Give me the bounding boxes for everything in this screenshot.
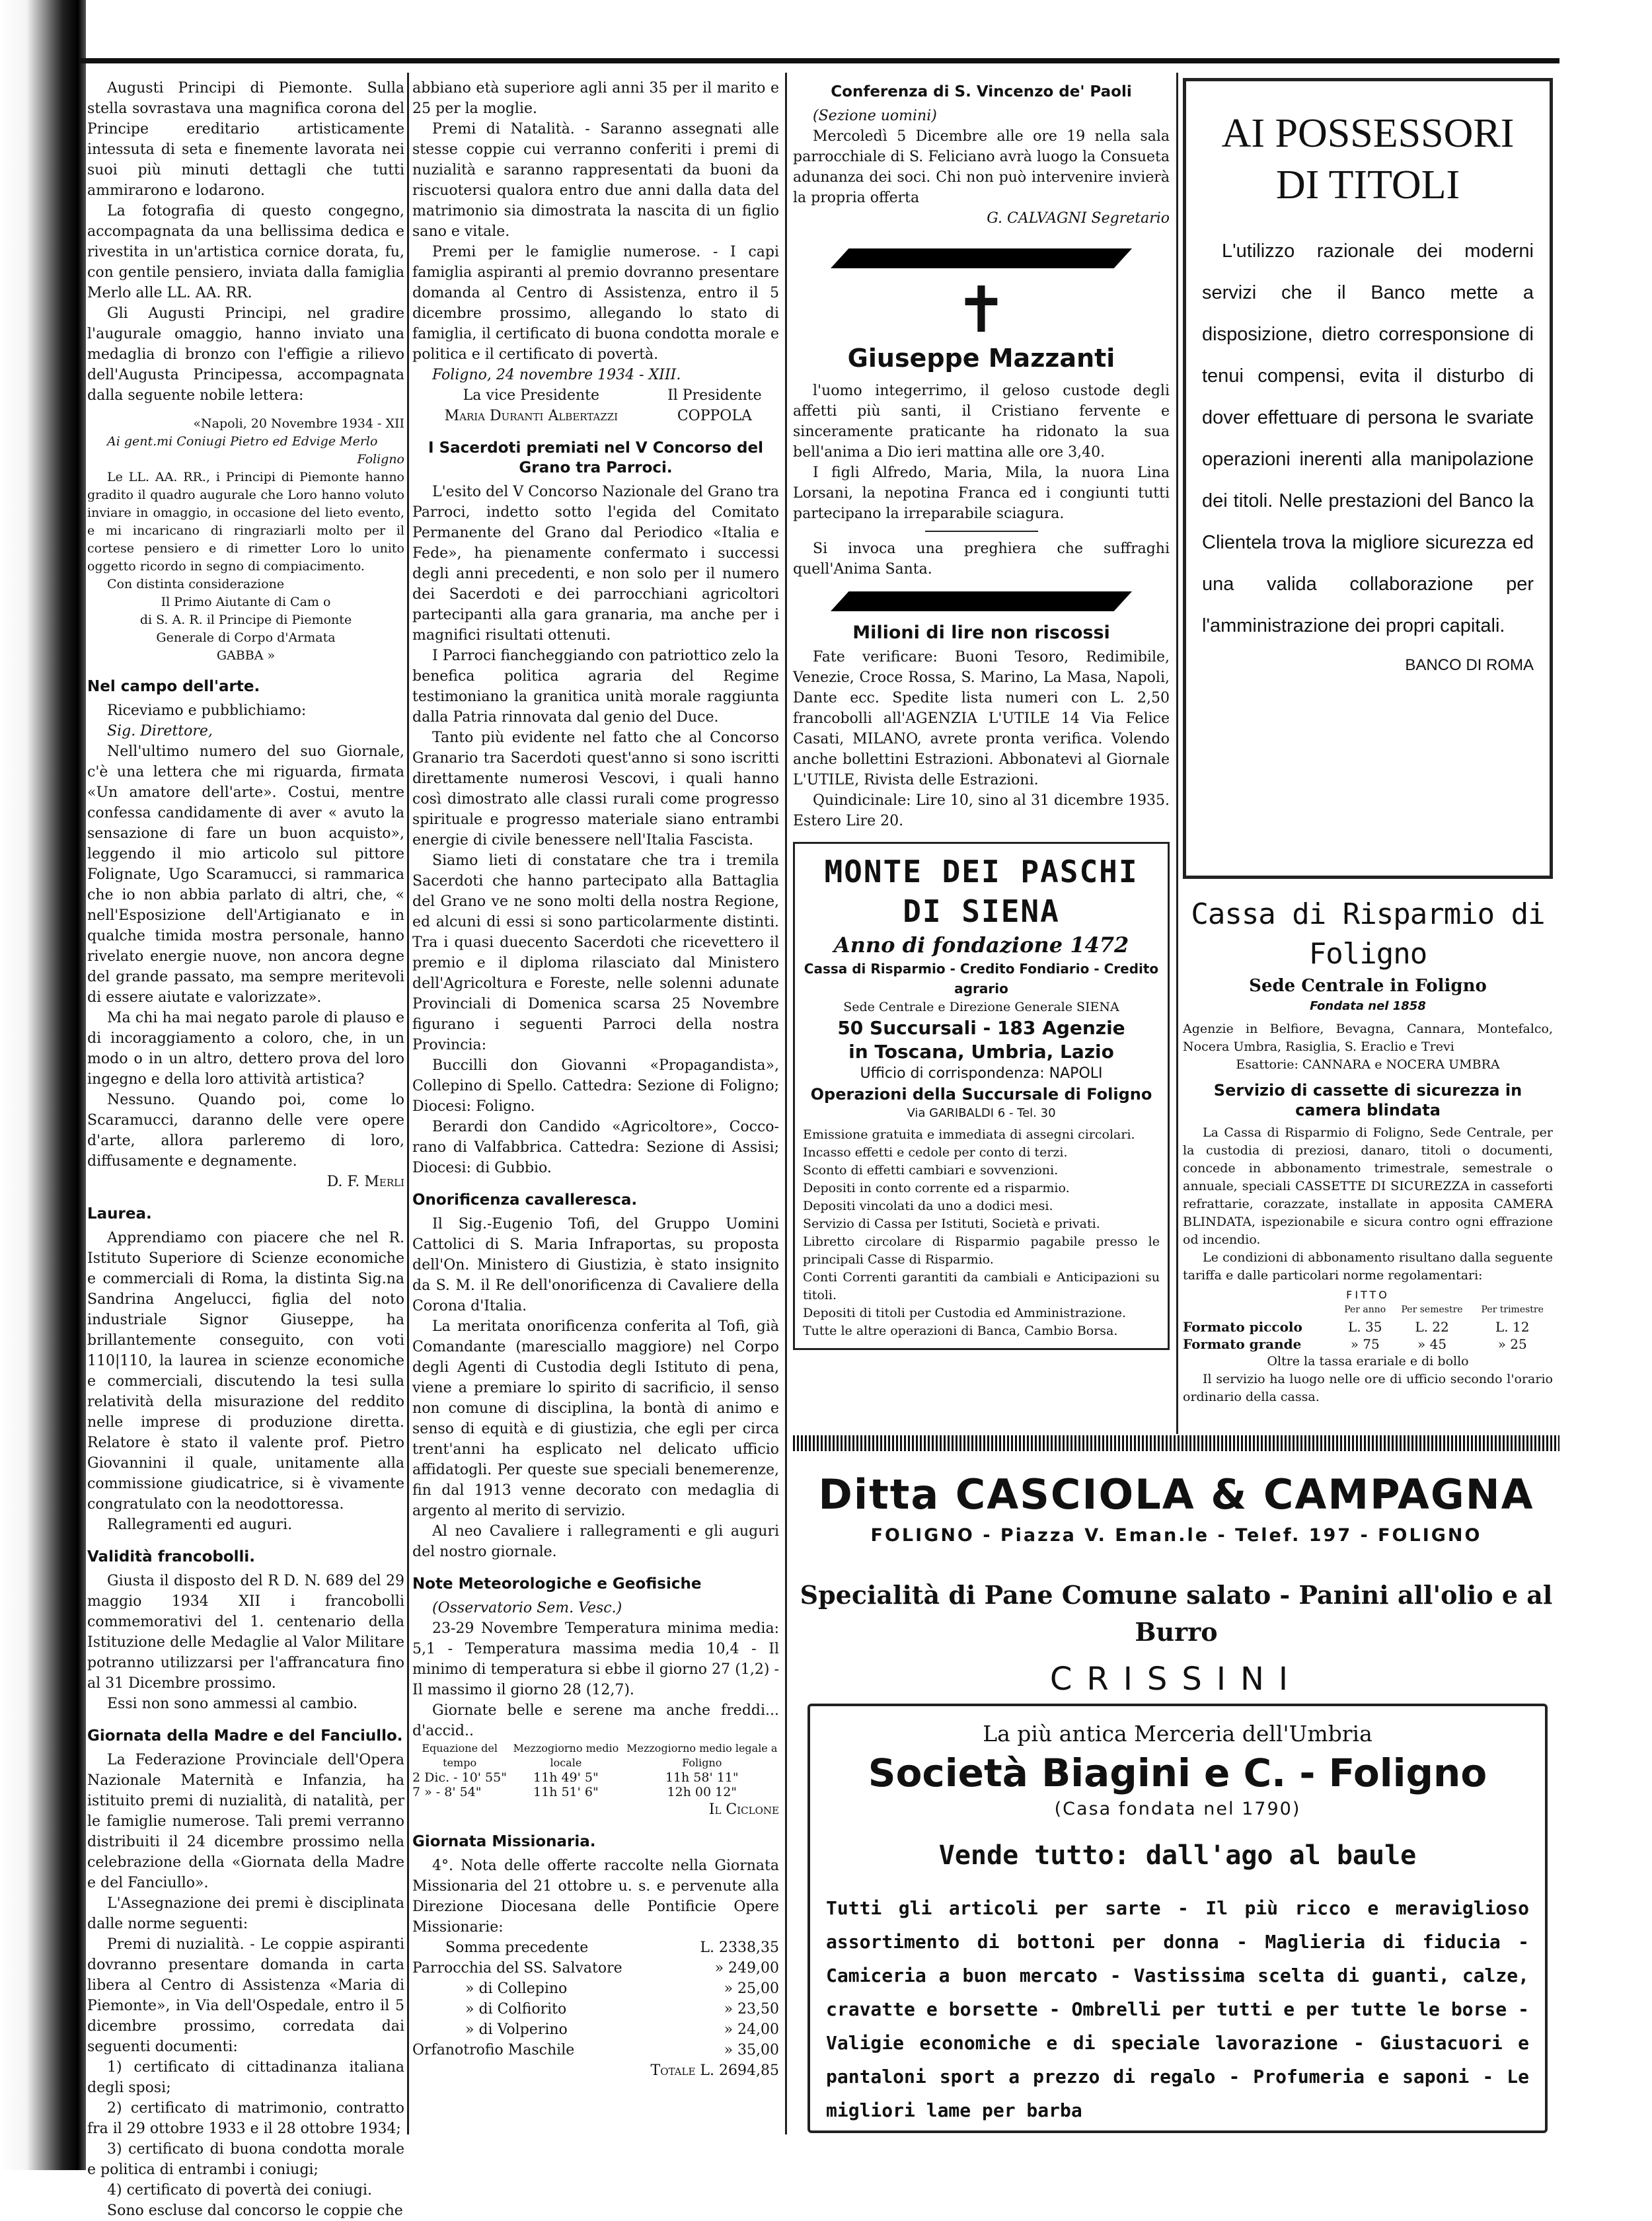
column-1 [87, 78, 404, 2219]
fitto-table [1183, 1301, 1553, 1353]
mourning-band [831, 591, 1132, 611]
heading-madre-fanciullo: Giornata della Madre e del Fanciullo. [87, 1727, 403, 1745]
heading-milioni: Milioni di lire non riscossi [852, 622, 1110, 643]
paragraph: abbiano età superiore agli anni 35 per il marito e 25 per la moglie. [412, 80, 779, 117]
signature: Il Ciclone [708, 1801, 779, 1818]
paragraph: Giusta il disposto del R D. N. 689 del 29 maggio 1934 XII i francobolli commemorativi del 1. centenario della Istituzione delle Medaglie al Valor Militare potranno utilizzarsi per l'affrancatura fino al 31 Dicembre prossimo. [87, 1573, 404, 1692]
paragraph: Nell'ultimo numero del suo Giornale, c'è una lettera che mi riguarda, firmata «Un amatore dell'arte». Costui, mentre confessa candidamente di aver « avuto la sensazione di fare un buon acquisto», leggendo il mio articolo sul pittore Folignate, Ugo Scaramucci, si rammarica che io non abbia parlato di altri, che, « nell'Esposizione dell'Artigianato e in qualche timida mostra personale, hanno rivelato energie nuove, non ancora degne del grande passato, ma sempre meritevoli di essere aiutate e valorizzate». [87, 743, 404, 1006]
list-item: Sconto di effetti cambiari e sovvenzioni. [803, 1163, 1059, 1178]
ad-title: DI TITOLI [1275, 163, 1460, 207]
list-item: Depositi vincolati da uno a dodici mesi. [803, 1199, 1053, 1213]
letter-signature: Generale di Corpo d'Armata [156, 630, 336, 645]
letter-date: «Napoli, 20 Novembre 1934 - XII [193, 416, 404, 431]
monte-paschi-ad [793, 842, 1170, 1350]
heading-meteo: Note Meteorologiche e Geofisiche [412, 1575, 702, 1593]
paragraph: 4°. Nota delle offerte raccolte nella Giornata Missionaria del 21 ottobre u. s. e pervenute alla Direzione Diocesana delle Pontificie Opere Missionarie: [412, 1858, 779, 1936]
signatures-table [412, 385, 779, 426]
table-row: Formato piccolo L. 35 L. 22 L. 12 [1183, 1319, 1530, 1335]
paragraph: Il Sig.-Eugenio Tofi, del Gruppo Uomini Cattolici di S. Maria Infraportas, su proposta dell'On. Ministero di Giustizia, è stato insignito da S. M. il Re dell'onorificenza di Cavaliere della Corona d'Italia. [412, 1216, 779, 1314]
column-rule [785, 73, 787, 2134]
letter-city: Foligno [357, 452, 404, 467]
list-item: Servizio di Cassa per Istituti, Società e privati. [803, 1217, 1100, 1231]
table-header: Equazione del tempo [422, 1742, 498, 1769]
paragraph: Le condizioni di abbonamento risultano dalla seguente tariffa e dalle particolari norme regolamentari: [1183, 1250, 1553, 1283]
signature-role: Il Presidente [667, 387, 762, 404]
subheading: (Sezione uomini) [813, 108, 937, 124]
page-binding-shadow [0, 0, 86, 2170]
list-item: Emissione gratuita e immediata di assegni circolari. [803, 1127, 1135, 1142]
paragraph: Premi per le famiglie numerose. - I capi famiglia aspiranti al premio dovranno presentare domanda al Centro di Assistenza, entro il 5 dicembre prossimo, allegando lo stato di famiglia, il certificato di buona condotta morale e politica e il certificato di povertà. [412, 244, 779, 363]
paragraph: Giornate belle e serene ma anche freddi... d'accid.. [412, 1702, 779, 1739]
paragraph: Si invoca una preghiera che suffraghi quell'Anima Santa. [793, 541, 1170, 578]
casciola-address: FOLIGNO - Piazza V. Eman.le - Telef. 197 - FOLIGNO [870, 1525, 1482, 1546]
paragraph: Siamo lieti di constatare che tra i tremila Sacerdoti che hanno partecipato alla Battaglia del Grano ve ne sono molti della nostra Regione, ed alcuni di essi si sono particolarmente distinti. Tra i quasi duecento Sacerdoti che ricevettero il premio e il diploma rilasciato dal Ministero dell'Agricoltura e Foreste, nelle solenni adunate Provinciali di Domenica scarsa 25 Novembre figurano i seguenti Parroci della nostra Provincia: [412, 852, 779, 1053]
divider [925, 531, 1038, 532]
paragraph: Rallegramenti ed auguri. [107, 1517, 293, 1533]
subheading: (Osservatorio Sem. Vesc.) [432, 1600, 622, 1616]
paragraph: Fate verificare: Buoni Tesoro, Redimibile, Venezie, Croce Rossa, S. Marino, La Masa, Napoli, Dante ecc. Spedite lista numeri con L. 2,50 francobolli all'AGENZIA L'UTILE 14 Via Felice Casati, MILANO, avrete pronta verifica. Volendo anche bollettini Estrazioni. Abbonatevi al Giornale L'UTILE, Rivista delle Estrazioni. [793, 649, 1170, 788]
paragraph: La meritata onorificenza conferita al Tofi, già Comandante (maresciallo maggiore) nel Corpo degli Agenti di Custodia degli Istituto di pena, viene a premiare lo spirito di sacrificio, il senso non comune di disciplina, la bontà di animo e senso di equità e di giustizia, che egli per circa trent'anni ha esplicato nel delicato ufficio affidatogli. Per queste sue speciali benemerenze, fin dal 1913 venne decorato con medaglia di argento al merito di servizio. [412, 1318, 779, 1519]
ad-title: AI POSSESSORI [1221, 111, 1515, 156]
bank-regions: in Toscana, Umbria, Lazio [848, 1041, 1114, 1063]
table-row: Formato grande » 75 » 45 » 25 [1183, 1336, 1527, 1352]
table-row: » di Colfiorito » 23,50 [465, 2001, 779, 2017]
letter-recipient: Ai gent.mi Coniugi Pietro ed Edvige Merlo [107, 434, 378, 449]
biagini-body: Tutti gli articoli per sarte - Il più ricco e meraviglioso assortimento di bottoni per donna - Maglieria di fiducia - Camiceria a buon mercato - Vastissima scelta di guanti, calze, cravatte e borsette - Ombrelli per tutti e per tutte le borse - Valigie economiche e di speciale lavorazione - Giustacuori e pantaloni sport a prezzo di regalo - Profumeria e saponi - Le migliori lame per barba [826, 1897, 1529, 2121]
top-rule [79, 58, 1559, 63]
heading-sacerdoti: I Sacerdoti premiati nel V Concorso del Grano tra Parroci. [428, 439, 763, 476]
list-item: 1) certificato di cittadinanza italiana degli sposi; [87, 2059, 404, 2096]
signature-role: La vice Presidente [463, 387, 599, 404]
bank-branches: 50 Succursali - 183 Agenzie [837, 1017, 1125, 1039]
meteo-table [412, 1741, 779, 1799]
paragraph: I figli Alfredo, Maria, Mila, la nuora Lina Lorsani, la nepotina Franca ed i congiunti tutti partecipano la irreparabile sciagura. [793, 465, 1170, 522]
table-header: Per trimestre [1481, 1304, 1544, 1315]
biagini-founded: (Casa fondata nel 1790) [1054, 1799, 1301, 1819]
paragraph: La Cassa di Risparmio di Foligno, Sede Centrale, per la custodia di preziosi, danaro, titoli o documenti, concede in abbonamento trimestrale, semestrale o annuale, speciali CASSETTE DI SICUREZZA in casseforti refrattarie, corazzate, installate in apposita CAMERA BLINDATA, ispezionabile e sicura contro ogni effrazione od incendio. [1183, 1125, 1553, 1247]
paragraph: Buccilli don Giovanni «Propagandista», Collepino di Spello. Cattedra: Sezione di Foligno; Diocesi: Foligno. [412, 1057, 779, 1115]
table-cell: 12h 00 12" [667, 1785, 737, 1799]
paragraph: Berardi don Candido «Agricoltore», Cocco-rano di Valfabbrica. Cattedra: Sezione di Assisi; Diocesi: di Gubbio. [412, 1119, 779, 1176]
letter-signature: di S. A. R. il Principe di Piemonte [139, 613, 352, 627]
paragraph: La Federazione Provinciale dell'Opera Nazionale Maternità e Infanzia, ha istituito premi di nuzialità, di natalità, per le famiglie numerose. Tali premi verranno distribuiti il 24 dicembre prossimo nella celebrazione della «Giornata della Madre e del Fanciullo». [87, 1752, 404, 1891]
column-3 [793, 78, 1170, 1426]
casciola-specialty: Specialità di Pane Comune salato - Panini all'olio e al Burro [800, 1580, 1553, 1647]
table-row: Somma precedente L. 2338,35 [445, 1939, 779, 1956]
list-item: 4) certificato di povertà dei coniugi. [107, 2182, 373, 2199]
list-item: Libretto circolare di Risparmio pagabile presso le principali Casse di Risparmio. [803, 1234, 1160, 1267]
paragraph: Apprendiamo con piacere che nel R. Istituto Superiore di Scienze economiche e commerciali di Roma, la distinta Sig.na Sandrina Angelucci, figlia del noto industriale Signor Giuseppe, ha brillantemente conseguito, con voti 110|110, la laurea in scienze economiche e commerciali, discutendo la tesi sulla relatività della misurazione del reddito nelle imprese di produzione diretta. Relatore è stato il valente prof. Pietro Giovannini il quale, unitamente alla commissione giudicatrice, si è vivamente congratulato con la neodottoressa. [87, 1230, 404, 1513]
table-header: Per anno [1344, 1304, 1386, 1315]
table-header: Mezzogiorno medio locale [513, 1742, 619, 1769]
heading-francobolli: Validità francobolli. [87, 1548, 256, 1565]
heading-missionaria: Giornata Missionaria. [412, 1833, 596, 1850]
cassa-founded: Fondata nel 1858 [1310, 999, 1426, 1013]
paragraph: Gli Augusti Principi, nel gradire l'augurale omaggio, hanno inviato una medaglia di bronzo con l'effigie a rilievo dell'Augusta Principessa, accompagnata dalla seguente nobile lettera: [87, 305, 404, 404]
ad-signature: BANCO DI ROMA [1405, 656, 1534, 674]
obituary-name: Giuseppe Mazzanti [847, 344, 1115, 373]
hatch-rule [793, 1435, 1559, 1451]
cassa-esattorie: Esattorie: CANNARA e NOCERA UMBRA [1236, 1057, 1500, 1072]
heading-cassette: Servizio di cassette di sicurezza in camera blindata [1213, 1081, 1522, 1119]
paragraph: Mercoledì 5 Dicembre alle ore 19 nella sala parrocchiale di S. Feliciano avrà luogo la Consueta adunanza dei soci. Chi non può intervenire invierà la propria offerta [793, 128, 1170, 206]
table-cell: 11h 51' 6" [533, 1785, 599, 1799]
offerings-table [412, 1938, 779, 2060]
letter-body: Le LL. AA. RR., i Principi di Piemonte hanno gradito il quadro augurale che Loro hanno voluto inviare in omaggio, in occasione del lieto evento, e mi incaricano di ringraziarli molto per il cortese pensiero e di rimetter Loro lo unito oggetto ricordo in segno di compiacimento. [87, 470, 404, 574]
bank-office: Ufficio di corrispondenza: NAPOLI [860, 1065, 1103, 1082]
cross-icon: ✝ [954, 273, 1008, 347]
bank-ops-title: Operazioni della Succursale di Foligno [810, 1085, 1152, 1104]
paragraph: Sono escluse dal concorso le coppie che [107, 2202, 403, 2219]
paragraph: Nessuno. Quando poi, come lo Scaramucci, daranno delle vere opere d'arte, allora parleremo di loro, diffusamente e degnamente. [87, 1092, 404, 1170]
casciola-name: Ditta CASCIOLA & CAMPAGNA [818, 1470, 1534, 1519]
table-row: Orfanotrofio Maschile » 35,00 [412, 2042, 779, 2058]
bank-title: MONTE DEI PASCHI DI SIENA [824, 854, 1139, 929]
paragraph: Al neo Cavaliere i rallegramenti e gli auguri del nostro giornale. [412, 1523, 779, 1560]
list-item: Tutte le altre operazioni di Banca, Cambio Borsa. [803, 1324, 1118, 1338]
bank-hq: Sede Centrale e Direzione Generale SIENA [843, 1000, 1119, 1014]
paragraph: La fotografia di questo congegno, accompagnata da una bellissima dedica e rivestita in un'artistica cornice dorata, fu, con gentile pensiero, inviata dalla famiglia Merlo alle LL. AA. RR. [87, 203, 404, 301]
heading-arte: Nel campo dell'arte. [87, 678, 260, 695]
signature: D. F. Merli [326, 1174, 404, 1190]
paragraph: Oltre la tassa erariale e di bollo [1267, 1354, 1469, 1369]
paragraph: Il servizio ha luogo nelle ore di ufficio secondo l'orario ordinario della cassa. [1183, 1372, 1553, 1404]
table-cell: 11h 49' 5" [533, 1770, 599, 1785]
table-header: Per semestre [1401, 1304, 1463, 1315]
heading-onorificenza: Onorificenza cavalleresca. [412, 1191, 638, 1209]
heading-laurea: Laurea. [87, 1205, 152, 1223]
signature-name: COPPOLA [677, 408, 752, 424]
biagini-name: Società Biagini e C. - Foligno [868, 1750, 1487, 1795]
paragraph: Tanto più evidente nel fatto che al Concorso Granario tra Sacerdoti quest'anno si sono iscritti direttamente numerosi Vescovi, i quali hanno così dimostrato alle classi rurali come progresso spirituale e progresso materiale siano entrambi energie di civile benessere nell'Italia Fascista. [412, 730, 779, 848]
column-rule [407, 73, 409, 2134]
cassa-sede: Sede Centrale in Foligno [1249, 976, 1487, 996]
letter-signature: GABBA » [216, 648, 276, 663]
column-4 [1183, 78, 1553, 1426]
mourning-band [831, 248, 1132, 268]
offerings-total: Totale L. 2694,85 [650, 2062, 779, 2079]
paragraph: Premi di Natalità. - Saranno assegnati alle stesse coppie cui verranno conferiti i premi di nuzialità e saranno rappresentati da buoni da riscuotersi qualora entro due anni dalla data del matrimonio sia dimostrata la nascita di un figlio sano e vitale. [412, 121, 779, 240]
column-rule [1176, 73, 1178, 1434]
paragraph: Riceviamo e pubblichiamo: [107, 702, 307, 719]
list-item: 2) certificato di matrimonio, contratto fra il 29 ottobre 1933 e il 28 ottobre 1934; [87, 2100, 404, 2137]
paragraph: I Parroci fiancheggiando con patriottico zelo la benefica politica agraria del Regime testimoniano la granitica unità morale raggiunta dalla Patria rinnovata dal genio del Duce. [412, 648, 779, 726]
salutation: Sig. Direttore, [107, 723, 213, 739]
list-item: Depositi di titoli per Custodia ed Amministrazione. [803, 1306, 1127, 1320]
list-item: 3) certificato di buona condotta morale e politica di entrambi i coniugi; [87, 2141, 404, 2178]
bank-address: Via GARIBALDI 6 - Tel. 30 [907, 1106, 1056, 1120]
table-row: Parrocchia del SS. Salvatore » 249,00 [412, 1960, 779, 1976]
cassa-agencies: Agenzie in Belfiore, Bevagna, Cannara, Montefalco, Nocera Umbra, Rasiglia, S. Eraclio e Trevi [1183, 1022, 1553, 1054]
list-item: Incasso effetti e cedole per conto di terzi. [803, 1145, 1068, 1160]
cassa-title: Cassa di Risparmio di Foligno [1191, 897, 1545, 971]
bank-founded: Anno di fondazione 1472 [833, 932, 1129, 958]
paragraph: L'esito del V Concorso Nazionale del Grano tra Parroci, indetto sotto l'egida del Comitato Permanente del Grano dal Periodico «Italia e Fede», ha pienamente confermato i successi degli anni precedenti, e non solo per il numero dei Sacerdoti e dei parrocchiani agricoltori partecipanti alla gara granaria, ma anche per i magnifici risultati ottenuti. [412, 484, 779, 644]
paragraph: Essi non sono ammessi al cambio. [107, 1696, 358, 1712]
paragraph: Premi di nuzialità. - Le coppie aspiranti dovranno presentare domanda in carta libera al Centro di Assistenza «Maria di Piemonte», in Via dell'Ospedale, entro il 5 dicembre prossimo, corredata dai seguenti documenti: [87, 1936, 404, 2055]
letter-signature: Il Primo Aiutante di Cam o [161, 595, 331, 609]
paragraph: Quindicinale: Lire 10, sino al 31 dicembre 1935. Estero Lire 20. [793, 792, 1170, 829]
table-row: » di Collepino » 25,00 [465, 1980, 779, 1997]
signature: G. CALVAGNI Segretario [987, 210, 1170, 227]
banco-roma-ad [1183, 78, 1553, 879]
biagini-ad [807, 1704, 1548, 2133]
list-item: Conti Correnti garantiti da cambiali e Anticipazioni su titoli. [803, 1270, 1160, 1302]
biagini-slogan: Vende tutto: dall'ago al baule [938, 1840, 1417, 1871]
table-cell: 7 » - 8' 54" [412, 1785, 482, 1799]
biagini-tagline: La più antica Merceria dell'Umbria [983, 1721, 1372, 1747]
paragraph: Ma chi ha mai negato parole di plauso e di incoraggiamento a coloro, che, in un modo o in un altro, dettero prova del loro ingegno e della loro attività artistica? [87, 1010, 404, 1088]
casciola-ad [793, 1435, 1559, 1701]
heading-vincenzo: Conferenza di S. Vincenzo de' Paoli [831, 83, 1132, 100]
table-row: » di Volperino » 24,00 [465, 2021, 779, 2038]
casciola-grissini: CRISSINI [1049, 1661, 1303, 1698]
letter-closing: Con distinta considerazione [107, 577, 285, 591]
table-cell: 11h 58' 11" [665, 1770, 739, 1785]
paragraph: Augusti Principi di Piemonte. Sulla stella sovrastava una magnifica corona del Principe ereditario artisticamente intessuta di seta e finemente lavorata nei suoi più minuti dettagli che tutti ammirarono e lodarono. [87, 80, 404, 199]
column-2 [412, 78, 779, 2127]
bank-kinds: Cassa di Risparmio - Credito Fondiario - Credito agrario [804, 961, 1159, 997]
ad-body: L'utilizzo razionale dei moderni servizi che il Banco mette a disposizione, dietro corresponsione di tenui compensi, evita il disturbo di dover effettuare di persona le svariate operazioni inerenti alla manipolazione dei titoli. Nelle prestazioni del Banco la Clientela trova la migliore sicurezza ed una valida collaborazione per l'amministrazione dei propri capitali. [1202, 241, 1534, 636]
table-header: Mezzogiorno medio legale a Foligno [626, 1742, 778, 1769]
fitto-label: FITTO [1346, 1289, 1390, 1301]
paragraph: L'Assegnazione dei premi è disciplinata dalle norme seguenti: [87, 1895, 404, 1932]
paragraph: 23-29 Novembre Temperatura minima media: 5,1 - Temperatura massima media 10,4 - Il minimo di temperatura si ebbe il giorno 27 (1,2) - Il massimo il giorno 28 (12,7). [412, 1620, 779, 1698]
table-cell: 2 Dic. - 10' 55" [412, 1770, 507, 1785]
list-item: Depositi in conto corrente ed a risparmio. [803, 1181, 1070, 1195]
dateline: Foligno, 24 novembre 1934 - XIII. [432, 367, 681, 383]
paragraph: l'uomo integerrimo, il geloso custode degli affetti più santi, il Cristiano fervente e sinceramente praticante ha ridonato la sua bell'anima a Dio ieri mattina alle ore 3,40. [793, 383, 1170, 461]
signature-name: Maria Duranti Albertazzi [444, 408, 619, 424]
